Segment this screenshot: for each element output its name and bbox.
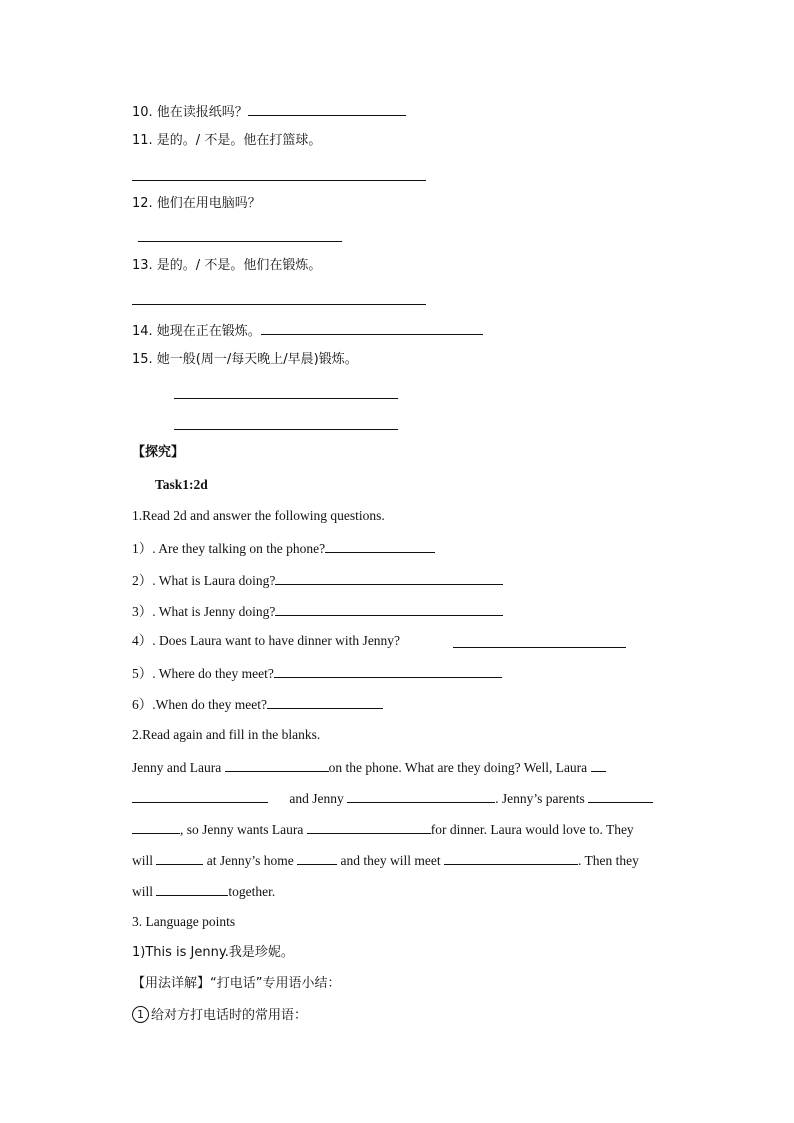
instruction-2: 2.Read again and fill in the blanks. — [132, 727, 321, 742]
question-10: 10. 他在读报纸吗？ — [132, 101, 406, 122]
question-2: 2）. What is Laura doing? — [132, 570, 503, 590]
answer-line[interactable] — [174, 429, 398, 430]
answer-blank[interactable] — [267, 694, 383, 709]
answer-blank[interactable] — [261, 320, 483, 335]
fill-blank[interactable] — [444, 850, 578, 865]
fill-blank[interactable] — [156, 881, 228, 896]
usage-heading: 【用法详解】“打电话”专用语小结： — [132, 976, 341, 991]
fill-blank[interactable] — [588, 788, 653, 803]
answer-line[interactable] — [132, 304, 426, 305]
answer-line[interactable] — [453, 647, 626, 648]
question-1: 1）. Are they talking on the phone? — [132, 538, 435, 558]
fill-blank[interactable] — [307, 819, 431, 834]
fill-blank[interactable] — [132, 788, 268, 803]
fill-blank[interactable] — [156, 850, 203, 865]
question-15: 15. 她一般(周一/每天晚上/早晨)锻炼。 — [132, 352, 358, 367]
passage-line-3: , so Jenny wants Laura for dinner. Laura would love to. They — [132, 819, 634, 839]
language-point-1: 1)This is Jenny.我是珍妮。 — [132, 945, 294, 960]
section-heading: 【探究】 — [132, 445, 185, 460]
passage-line-5: will together. — [132, 881, 275, 901]
instruction-3: 3. Language points — [132, 914, 236, 929]
answer-line[interactable] — [132, 180, 426, 181]
answer-blank[interactable] — [275, 570, 503, 585]
fill-blank[interactable] — [132, 819, 180, 834]
passage-line-2: and Jenny . Jenny’s parents — [132, 788, 653, 808]
question-12: 12. 他们在用电脑吗？ — [132, 196, 261, 211]
question-6: 6）.When do they meet? — [132, 694, 383, 714]
circled-number: 1 — [132, 1006, 149, 1023]
answer-line[interactable] — [174, 398, 398, 399]
usage-sub-item: 1 给对方打电话时的常用语： — [132, 1006, 307, 1025]
fill-blank[interactable] — [225, 757, 329, 772]
answer-blank[interactable] — [325, 538, 435, 553]
question-11: 11. 是的。/ 不是。他在打篮球。 — [132, 133, 322, 148]
instruction-1: 1.Read 2d and answer the following questions. — [132, 508, 385, 523]
passage-line-1: Jenny and Laura on the phone. What are they doing? Well, Laura — [132, 757, 606, 777]
question-14: 14. 她现在正在锻炼。 — [132, 320, 483, 341]
answer-line[interactable] — [138, 241, 342, 242]
question-5: 5）. Where do they meet? — [132, 663, 502, 683]
question-13: 13. 是的。/ 不是。他们在锻炼。 — [132, 258, 322, 273]
fill-blank[interactable] — [297, 850, 337, 865]
task-title: Task1:2d — [155, 477, 208, 492]
question-3: 3）. What is Jenny doing? — [132, 601, 503, 621]
fill-blank[interactable] — [591, 757, 606, 772]
answer-blank[interactable] — [274, 663, 502, 678]
answer-blank[interactable] — [275, 601, 503, 616]
passage-line-4: will at Jenny’s home and they will meet . Then they — [132, 850, 639, 870]
question-4: 4）. Does Laura want to have dinner with Jenny? — [132, 633, 401, 648]
fill-blank[interactable] — [347, 788, 495, 803]
answer-blank[interactable] — [248, 101, 406, 116]
